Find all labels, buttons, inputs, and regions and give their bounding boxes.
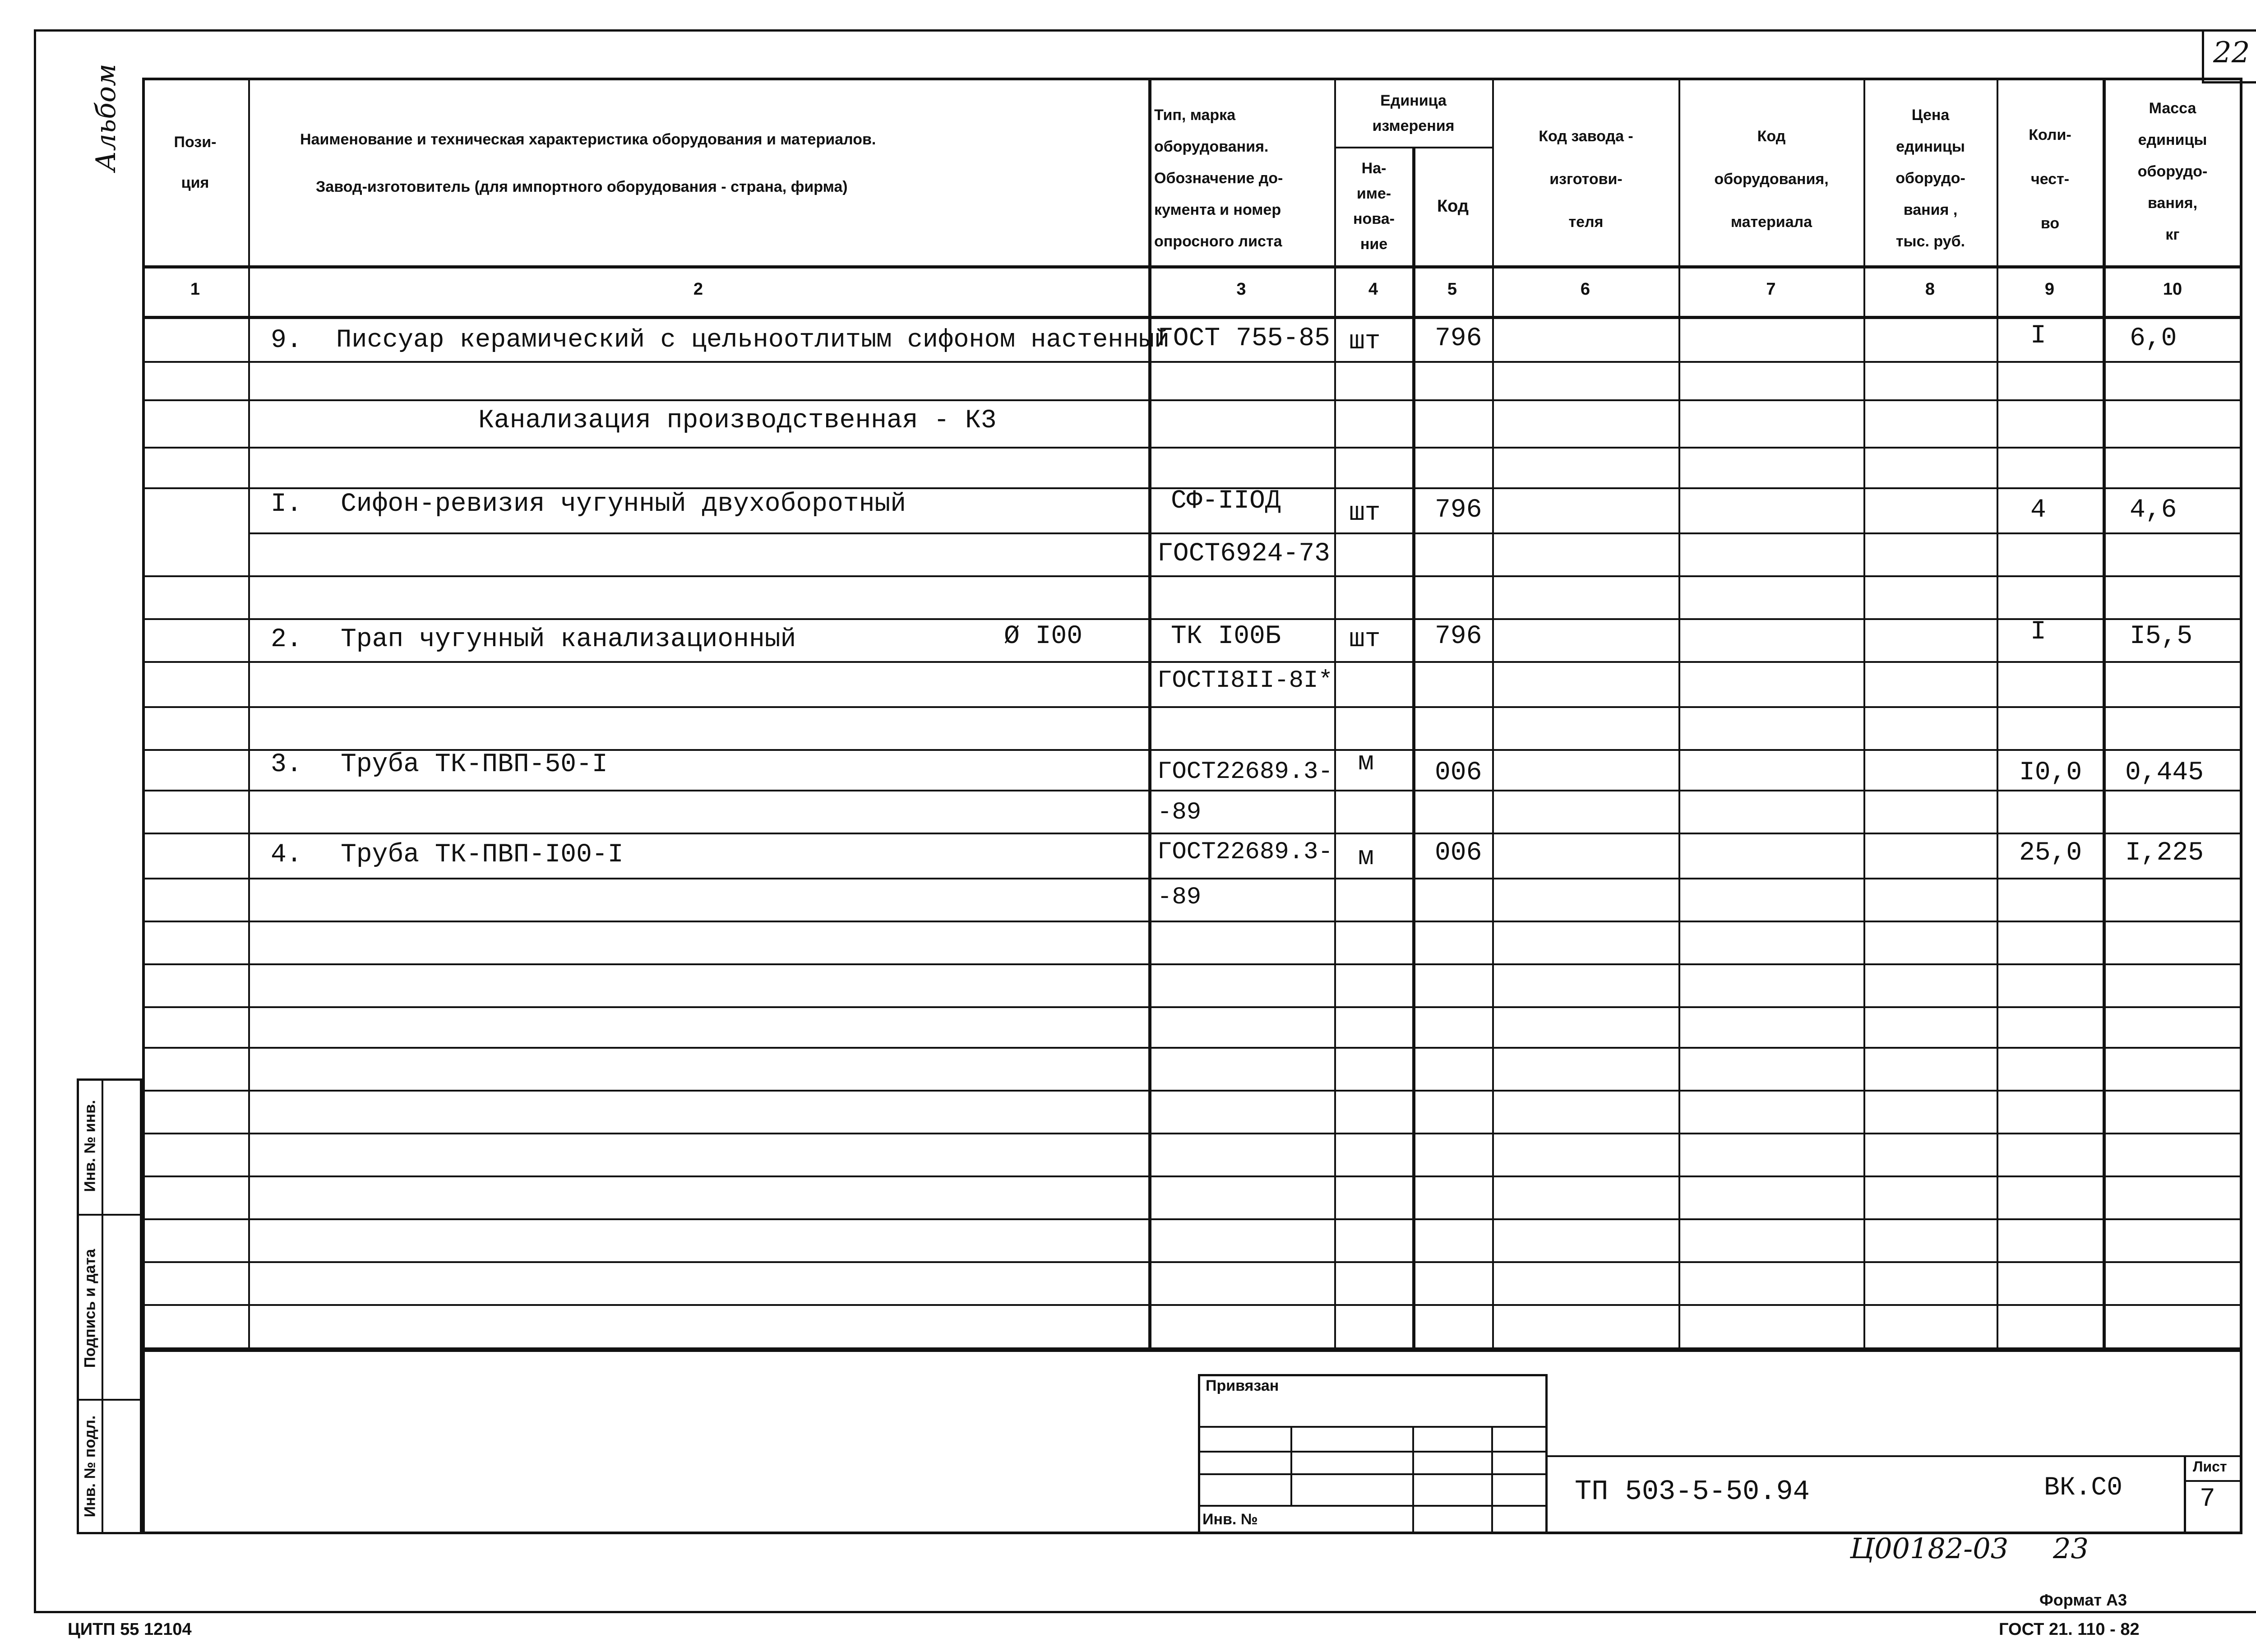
row-doc: ГОСТI8II-8I*	[1157, 667, 1333, 694]
row-unit: м	[1358, 843, 1374, 872]
row-name: Сифон-ревизия чугунный двухоборотный	[341, 490, 906, 519]
col-line-5	[1492, 78, 1494, 1350]
col-line-7	[1863, 78, 1865, 1350]
row-doc: ГОСТ22689.3-	[1157, 758, 1333, 786]
footer-left: ЦИТП 55 12104	[68, 1620, 192, 1639]
footer-right: ГОСТ 21. 110 - 82	[1999, 1620, 2140, 1639]
row-code: 796	[1435, 622, 1482, 651]
sheet-label: Лист	[2193, 1458, 2227, 1475]
bound-divider	[1412, 1426, 1414, 1534]
header-name-line1: Наименование и техническая характеристика оборудования и материалов.	[300, 131, 876, 148]
col-number: 3	[1236, 280, 1246, 299]
col-line-3	[1334, 78, 1336, 1350]
row-line	[142, 963, 2242, 965]
row-doc: СФ-IIОД	[1171, 486, 1281, 516]
row-position: 3.	[271, 750, 302, 779]
row-line	[142, 790, 2242, 791]
row-code: 006	[1435, 758, 1482, 787]
row-line	[142, 1175, 2242, 1177]
row-mass: 6,0	[2130, 324, 2177, 353]
side-stamp-inv: Инв. № инв.	[81, 1100, 99, 1192]
row-position: I.	[271, 490, 302, 519]
col-number: 5	[1447, 280, 1457, 299]
row-line	[142, 1047, 2242, 1049]
row-name: Труба ТК-ПВП-50-I	[341, 750, 608, 779]
col-number: 2	[693, 280, 703, 299]
row-line	[142, 361, 2242, 363]
row-line	[142, 1133, 2242, 1134]
bound-divider	[1290, 1426, 1292, 1505]
section-title: Канализация производственная - К3	[478, 406, 997, 435]
header-equipment-code: Код оборудования, материала	[1714, 128, 1829, 231]
bound-box	[1198, 1374, 1548, 1534]
row-mass: 4,6	[2130, 495, 2177, 525]
row-line	[248, 532, 2242, 534]
row-code: 796	[1435, 495, 1482, 525]
header-quantity: Коли- чест- во	[2029, 126, 2071, 232]
bound-line	[1198, 1451, 1548, 1453]
header-unit-group: Единица измерения	[1372, 92, 1455, 134]
header-name-line2: Завод-изготовитель (для импортного оборудования - страна, фирма)	[316, 178, 848, 195]
row-qty: I	[2030, 617, 2046, 647]
row-line	[142, 1090, 2242, 1092]
row-doc: ГОСТ 755-85	[1157, 324, 1330, 353]
row-position: 4.	[271, 840, 302, 870]
row-mass: I5,5	[2130, 622, 2193, 651]
col-number: 1	[190, 280, 200, 299]
col-line-2	[1148, 78, 1151, 1350]
header-unit-price: Цена единицы оборудо- вания , тыс. руб.	[1895, 106, 1965, 250]
row-mass: I,225	[2125, 838, 2204, 868]
row-doc: ГОСТ22689.3-	[1157, 838, 1333, 866]
sheet-mark: 22	[2213, 36, 2250, 69]
col-line-1	[248, 78, 250, 1350]
document-code: ТП 503-5-50.94	[1575, 1476, 1810, 1508]
row-unit: шт	[1349, 625, 1381, 654]
row-line	[142, 575, 2242, 577]
header-unit-name: На- име- нова- ние	[1353, 160, 1395, 253]
header-maker-code: Код завода - изготови- теля	[1539, 128, 1633, 231]
col-number: 9	[2044, 280, 2055, 299]
row-qty: 25,0	[2019, 838, 2082, 868]
document-mark: ВК.С0	[2044, 1473, 2123, 1503]
row-mass: 0,445	[2125, 758, 2204, 787]
bound-line	[1198, 1505, 1548, 1507]
bound-divider	[1491, 1426, 1493, 1534]
side-stamp-divider	[102, 1078, 103, 1534]
album-label: Альбом	[90, 64, 122, 171]
header-type: Тип, марка оборудования. Обозначение до- кумента и номер опросного листа	[1154, 106, 1283, 250]
col-number: 6	[1580, 280, 1590, 299]
sheet-number-line	[2184, 1480, 2242, 1482]
sheet-number: 7	[2200, 1485, 2215, 1514]
row-line	[142, 1304, 2242, 1306]
row-position: 9.	[271, 326, 302, 355]
col-line-4	[1412, 147, 1415, 1350]
title-block	[142, 1350, 2242, 1534]
col-number: 8	[1925, 280, 1935, 299]
handwritten-code: Ц00182-03	[1850, 1532, 2009, 1565]
row-qty: I	[2030, 321, 2046, 351]
row-line	[142, 921, 2242, 922]
title-line	[1548, 1455, 2242, 1457]
row-line	[142, 618, 2242, 620]
row-doc: -89	[1157, 799, 1202, 826]
row-qty: I0,0	[2019, 758, 2082, 787]
row-note: Ø I00	[1004, 622, 1083, 651]
row-unit: м	[1358, 748, 1374, 777]
header-mass: Масса единицы оборудо- вания, кг	[2137, 100, 2208, 243]
header-position: Пози- ция	[174, 134, 217, 191]
col-number: 10	[2163, 280, 2182, 299]
row-name: Писсуар керамический с цельноотлитым сифоном настенный	[336, 326, 1170, 355]
row-unit: шт	[1349, 499, 1381, 528]
col-number: 4	[1368, 280, 1378, 299]
col-line-6	[1678, 78, 1680, 1350]
side-stamp-inv-orig: Инв. № подл.	[81, 1415, 99, 1518]
row-doc: ТК I00Б	[1171, 622, 1281, 651]
row-code: 796	[1435, 324, 1482, 353]
col-line-8	[1997, 78, 1998, 1350]
row-name: Труба ТК-ПВП-I00-I	[341, 840, 624, 870]
row-doc: ГОСТ6924-73	[1157, 539, 1330, 569]
row-line	[142, 878, 2242, 879]
spec-table	[142, 78, 2242, 1350]
bound-label: Привязан	[1206, 1377, 1279, 1394]
row-line	[142, 1261, 2242, 1263]
col-number: 7	[1766, 280, 1776, 299]
row-line	[142, 1006, 2242, 1008]
row-position: 2.	[271, 625, 302, 654]
row-line	[142, 447, 2242, 449]
header-unit-code: Код	[1437, 197, 1469, 216]
col-line-9	[2103, 78, 2106, 1350]
bound-line	[1198, 1426, 1548, 1428]
header-bottom-line	[142, 265, 2242, 268]
numbers-bottom-line	[142, 316, 2242, 319]
bound-line	[1198, 1473, 1548, 1475]
unit-group-line	[1334, 147, 1492, 148]
row-line	[142, 399, 2242, 401]
row-line	[142, 661, 2242, 663]
row-line	[142, 833, 2242, 834]
side-stamp-signature: Подпись и дата	[81, 1249, 99, 1368]
row-qty: 4	[2030, 495, 2046, 525]
row-doc: -89	[1157, 884, 1202, 911]
row-name: Трап чугунный канализационный	[341, 625, 796, 654]
inv-label: Инв. №	[1202, 1511, 1258, 1528]
row-code: 006	[1435, 838, 1482, 868]
handwritten-page: 23	[2053, 1532, 2089, 1565]
row-unit: шт	[1349, 327, 1381, 356]
format-label: Формат А3	[2039, 1591, 2127, 1609]
row-line	[142, 1218, 2242, 1220]
row-line	[142, 706, 2242, 708]
